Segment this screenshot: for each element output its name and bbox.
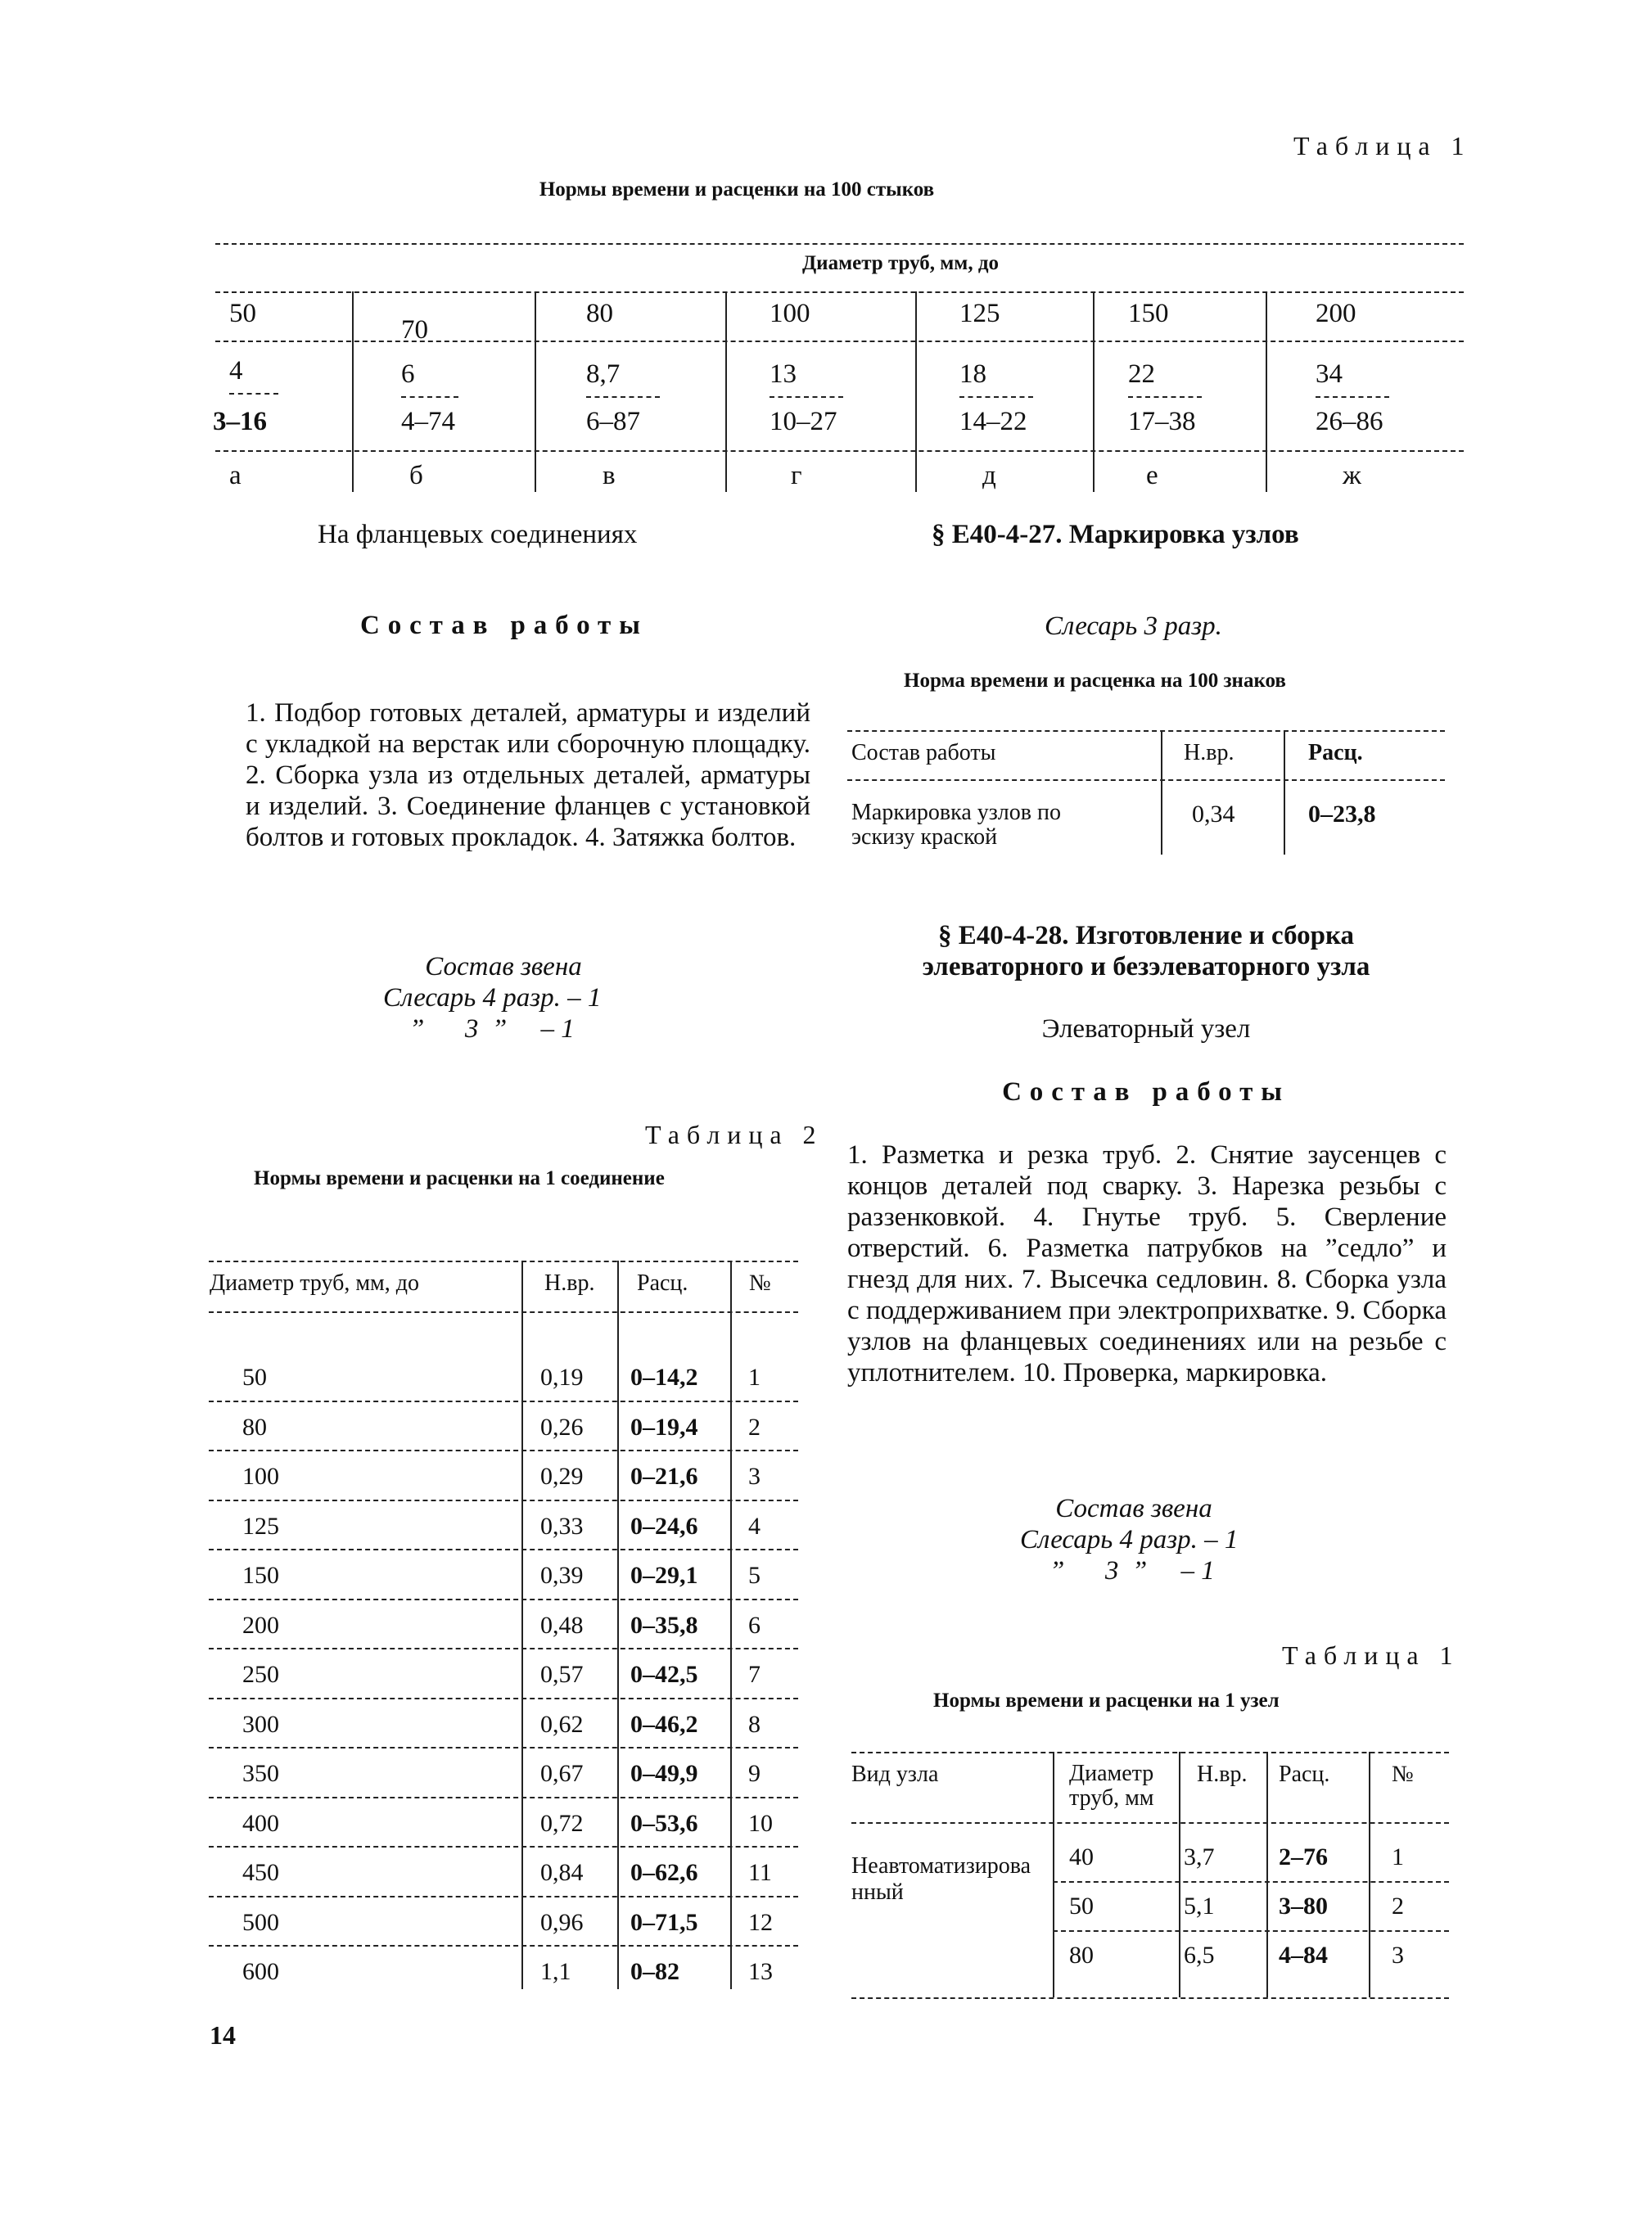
top-col-letter: б bbox=[409, 461, 423, 490]
left-table-row-rule bbox=[209, 1896, 798, 1897]
right-table-vline bbox=[1266, 1752, 1268, 1997]
left-crew-line1: Слесарь 4 разр. – 1 bbox=[383, 983, 602, 1013]
left-table-row-rule bbox=[209, 1450, 798, 1451]
left-table-rule bbox=[209, 1311, 798, 1313]
right-cell-diameter: 50 bbox=[1069, 1893, 1094, 1920]
left-cell-rate: 0–62,6 bbox=[630, 1859, 698, 1886]
top-col-letter: ж bbox=[1343, 461, 1361, 490]
fraction-bar bbox=[401, 396, 458, 398]
right-cell-diameter: 40 bbox=[1069, 1843, 1094, 1870]
left-cell-no: 13 bbox=[748, 1958, 773, 1985]
right-table-caption: Нормы времени и расценки на 1 узел bbox=[933, 1690, 1280, 1712]
right-table-row-rule bbox=[1053, 1881, 1449, 1883]
left-cell-rate: 0–82 bbox=[630, 1958, 679, 1985]
left-table-header-no: № bbox=[749, 1270, 771, 1296]
right-cell-no: 2 bbox=[1392, 1893, 1404, 1920]
left-table-header-rate: Расц. bbox=[637, 1270, 688, 1296]
left-cell-diameter: 100 bbox=[242, 1463, 279, 1490]
top-table-vline bbox=[1266, 291, 1267, 492]
left-cell-diameter: 150 bbox=[242, 1562, 279, 1589]
left-table-vline bbox=[730, 1261, 732, 1989]
right-table-kind: Неавтоматизированный bbox=[851, 1853, 1031, 1905]
left-work-header: Состав работы bbox=[360, 611, 648, 640]
top-col-nvr: 8,7 bbox=[586, 359, 621, 389]
left-cell-no: 7 bbox=[748, 1661, 761, 1688]
left-table-rule bbox=[209, 1261, 798, 1262]
table-label-top: Таблица 1 bbox=[1293, 131, 1472, 160]
left-cell-rate: 0–19,4 bbox=[630, 1413, 698, 1441]
left-cell-nvr: 0,19 bbox=[540, 1364, 584, 1391]
sec27-table-vline bbox=[1284, 730, 1285, 855]
right-cell-rate: 3–80 bbox=[1279, 1893, 1328, 1920]
left-cell-diameter: 200 bbox=[242, 1611, 279, 1639]
top-col-rate: 14–22 bbox=[959, 407, 1027, 436]
left-cell-rate: 0–35,8 bbox=[630, 1611, 698, 1639]
top-col-letter: е bbox=[1146, 461, 1158, 490]
left-subtitle: На фланцевых соединениях bbox=[318, 520, 638, 549]
left-cell-nvr: 0,26 bbox=[540, 1413, 584, 1441]
right-cell-nvr: 5,1 bbox=[1184, 1893, 1215, 1920]
sec27-header-work: Состав работы bbox=[851, 740, 996, 765]
left-cell-diameter: 50 bbox=[242, 1364, 267, 1391]
fraction-bar bbox=[586, 396, 660, 398]
sec27-row-work: Маркировка узлов по эскизу краской bbox=[851, 800, 1061, 850]
page-number: 14 bbox=[210, 2020, 236, 2050]
top-col-rate: 26–86 bbox=[1316, 407, 1383, 436]
top-table-caption: Нормы времени и расценки на 100 стыков bbox=[539, 178, 935, 201]
right-work-text: 1. Разметка и резка труб. 2. Снятие заусенцев с концов деталей под сварку. 3. Нарезка резьбы с раззенковкой. 4. Гнутье труб. 5. Сверление отверстий. 6. Разметка патрубков на ”седло” и гнезд для них. 7. Высечка седловин. 8. Сборка узла с поддерживанием при электроприхватке. 9. Сборка узлов на фланцевых соединениях или на резьбе с уплотнителем. 10. Проверка, маркировка. bbox=[847, 1140, 1447, 1387]
right-table-vline bbox=[1369, 1752, 1370, 1997]
right-table-header-kind: Вид узла bbox=[851, 1762, 939, 1787]
top-col-nvr: 13 bbox=[770, 359, 797, 389]
left-cell-no: 5 bbox=[748, 1562, 761, 1589]
left-cell-diameter: 80 bbox=[242, 1413, 267, 1441]
right-table-vline bbox=[1053, 1752, 1054, 1997]
left-cell-nvr: 0,84 bbox=[540, 1859, 584, 1886]
top-col-rate: 6–87 bbox=[586, 407, 640, 436]
top-table-rule-1 bbox=[215, 243, 1464, 245]
right-table-rule bbox=[851, 1752, 1449, 1753]
fraction-bar bbox=[229, 393, 278, 395]
right-table-header-rate: Расц. bbox=[1279, 1762, 1330, 1787]
right-table-header-nvr: Н.вр. bbox=[1197, 1762, 1248, 1787]
right-work-header: Состав работы bbox=[1002, 1077, 1290, 1107]
right-crew-title: Состав звена bbox=[1055, 1494, 1212, 1523]
table-label-left: Таблица 2 bbox=[645, 1120, 824, 1149]
left-table-row-rule bbox=[209, 1945, 798, 1947]
top-col-diameter: 150 bbox=[1128, 299, 1169, 328]
left-cell-no: 3 bbox=[748, 1463, 761, 1490]
left-cell-rate: 0–49,9 bbox=[630, 1760, 698, 1787]
top-col-nvr: 22 bbox=[1128, 359, 1155, 389]
right-cell-nvr: 3,7 bbox=[1184, 1843, 1215, 1870]
left-cell-no: 10 bbox=[748, 1809, 773, 1837]
left-table-header-nvr: Н.вр. bbox=[544, 1270, 595, 1296]
left-table-header-diameter: Диаметр труб, мм, до bbox=[210, 1270, 420, 1296]
right-crew-line1: Слесарь 4 разр. – 1 bbox=[1020, 1525, 1239, 1554]
left-table-row-rule bbox=[209, 1747, 798, 1748]
left-cell-diameter: 500 bbox=[242, 1908, 279, 1936]
left-cell-no: 4 bbox=[748, 1512, 761, 1540]
top-table-vline bbox=[725, 291, 727, 492]
left-crew-title: Состав звена bbox=[425, 952, 582, 981]
left-table-row-rule bbox=[209, 1549, 798, 1550]
left-cell-diameter: 250 bbox=[242, 1661, 279, 1688]
left-table-row-rule bbox=[209, 1846, 798, 1848]
top-col-nvr: 4 bbox=[229, 356, 243, 386]
top-table-vline bbox=[1093, 291, 1095, 492]
left-cell-rate: 0–14,2 bbox=[630, 1364, 698, 1391]
sec28-subtitle: Элеваторный узел bbox=[1041, 1014, 1251, 1044]
top-col-nvr: 6 bbox=[401, 359, 415, 389]
left-cell-no: 11 bbox=[748, 1859, 772, 1886]
right-cell-diameter: 80 bbox=[1069, 1942, 1094, 1969]
left-cell-diameter: 300 bbox=[242, 1710, 279, 1738]
left-cell-nvr: 0,33 bbox=[540, 1512, 584, 1540]
sec28-title-2: элеваторного и безэлеваторного узла bbox=[922, 952, 1370, 981]
left-cell-diameter: 600 bbox=[242, 1958, 279, 1985]
fraction-bar bbox=[770, 396, 843, 398]
sec27-header-nvr: Н.вр. bbox=[1184, 740, 1234, 765]
top-table-group-header: Диаметр труб, мм, до bbox=[801, 252, 999, 274]
left-cell-diameter: 350 bbox=[242, 1760, 279, 1787]
top-col-diameter: 70 bbox=[401, 315, 428, 345]
left-table-vline bbox=[617, 1261, 619, 1989]
left-cell-rate: 0–46,2 bbox=[630, 1710, 698, 1738]
left-cell-nvr: 0,39 bbox=[540, 1562, 584, 1589]
top-col-diameter: 125 bbox=[959, 299, 1000, 328]
right-table-header-diameter: Диаметр труб, мм bbox=[1069, 1761, 1154, 1811]
right-cell-rate: 4–84 bbox=[1279, 1942, 1328, 1969]
left-table-row-rule bbox=[209, 1797, 798, 1798]
right-cell-no: 1 bbox=[1392, 1843, 1404, 1870]
left-table-row-rule bbox=[209, 1648, 798, 1649]
right-cell-rate: 2–76 bbox=[1279, 1843, 1328, 1870]
top-table-vline bbox=[915, 291, 917, 492]
top-col-letter: в bbox=[603, 461, 616, 490]
left-cell-diameter: 400 bbox=[242, 1809, 279, 1837]
sec27-table-rule bbox=[847, 779, 1445, 781]
left-table-row-rule bbox=[209, 1401, 798, 1402]
top-col-letter: д bbox=[982, 461, 996, 490]
top-col-letter: г bbox=[791, 461, 802, 490]
sec27-row-rate: 0–23,8 bbox=[1308, 801, 1376, 828]
left-cell-rate: 0–53,6 bbox=[630, 1809, 698, 1837]
fraction-bar bbox=[1128, 396, 1202, 398]
left-work-text: 1. Подбор готовых деталей, арматуры и изделий с укладкой на верстак или сборочную площадку. 2. Сборка узла из отдельных деталей, арматуры и изделий. 3. Соединение фланцев с установкой болтов и готовых прокладок. 4. Затяжка болтов. bbox=[246, 698, 810, 852]
top-col-rate: 10–27 bbox=[770, 407, 837, 436]
left-crew-line2: ” 3 ” – 1 bbox=[409, 1014, 575, 1044]
left-cell-no: 12 bbox=[748, 1908, 773, 1936]
left-cell-rate: 0–42,5 bbox=[630, 1661, 698, 1688]
left-cell-rate: 0–29,1 bbox=[630, 1562, 698, 1589]
left-cell-rate: 0–21,6 bbox=[630, 1463, 698, 1490]
sec27-title: § Е40-4-27. Маркировка узлов bbox=[932, 520, 1299, 549]
top-col-nvr: 34 bbox=[1316, 359, 1343, 389]
left-cell-nvr: 0,72 bbox=[540, 1809, 584, 1837]
top-table-vline bbox=[352, 291, 354, 492]
sec27-row-nvr: 0,34 bbox=[1192, 801, 1235, 828]
top-col-rate: 3–16 bbox=[213, 407, 267, 436]
left-cell-no: 1 bbox=[748, 1364, 761, 1391]
left-cell-nvr: 0,48 bbox=[540, 1611, 584, 1639]
sec27-table-vline bbox=[1161, 730, 1162, 855]
right-table-rule bbox=[851, 1822, 1449, 1824]
right-table-row-rule bbox=[1053, 1930, 1449, 1932]
sec28-title-1: § Е40-4-28. Изготовление и сборка bbox=[937, 921, 1355, 950]
top-col-rate: 17–38 bbox=[1128, 407, 1196, 436]
left-cell-rate: 0–24,6 bbox=[630, 1512, 698, 1540]
left-cell-diameter: 125 bbox=[242, 1512, 279, 1540]
left-table-caption: Нормы времени и расценки на 1 соединение bbox=[254, 1167, 665, 1189]
top-table-vline bbox=[535, 291, 536, 492]
fraction-bar bbox=[1316, 396, 1389, 398]
sec27-header-rate: Расц. bbox=[1308, 740, 1363, 765]
left-table-row-rule bbox=[209, 1599, 798, 1600]
sec27-worker: Слесарь 3 разр. bbox=[1045, 611, 1222, 641]
left-table-vline bbox=[521, 1261, 523, 1989]
top-col-diameter: 80 bbox=[586, 299, 613, 328]
left-cell-rate: 0–71,5 bbox=[630, 1908, 698, 1936]
left-table-row-rule bbox=[209, 1500, 798, 1501]
top-col-rate: 4–74 bbox=[401, 407, 455, 436]
right-crew-line2: ” 3 ” – 1 bbox=[1049, 1556, 1215, 1586]
left-cell-nvr: 1,1 bbox=[540, 1958, 571, 1985]
right-table-header-no: № bbox=[1392, 1762, 1414, 1787]
top-col-diameter: 200 bbox=[1316, 299, 1356, 328]
right-cell-no: 3 bbox=[1392, 1942, 1404, 1969]
right-table-rule bbox=[851, 1997, 1449, 1999]
right-cell-nvr: 6,5 bbox=[1184, 1942, 1215, 1969]
left-table-row-rule bbox=[209, 1698, 798, 1699]
left-cell-diameter: 450 bbox=[242, 1859, 279, 1886]
left-cell-nvr: 0,96 bbox=[540, 1908, 584, 1936]
top-col-diameter: 100 bbox=[770, 299, 810, 328]
top-col-diameter: 50 bbox=[229, 299, 256, 328]
fraction-bar bbox=[959, 396, 1033, 398]
left-cell-no: 8 bbox=[748, 1710, 761, 1738]
top-col-nvr: 18 bbox=[959, 359, 986, 389]
left-cell-no: 6 bbox=[748, 1611, 761, 1639]
left-cell-nvr: 0,29 bbox=[540, 1463, 584, 1490]
sec27-table-rule bbox=[847, 730, 1445, 732]
right-table-vline bbox=[1179, 1752, 1180, 1997]
left-cell-nvr: 0,67 bbox=[540, 1760, 584, 1787]
table-label-right: Таблица 1 bbox=[1282, 1640, 1460, 1670]
left-cell-nvr: 0,57 bbox=[540, 1661, 584, 1688]
left-cell-no: 2 bbox=[748, 1413, 761, 1441]
left-cell-no: 9 bbox=[748, 1760, 761, 1787]
left-cell-nvr: 0,62 bbox=[540, 1710, 584, 1738]
sec27-caption: Норма времени и расценка на 100 знаков bbox=[904, 670, 1286, 692]
top-table-rule-2 bbox=[215, 291, 1464, 293]
top-table-rule-4 bbox=[215, 450, 1464, 452]
top-col-letter: а bbox=[229, 461, 241, 490]
